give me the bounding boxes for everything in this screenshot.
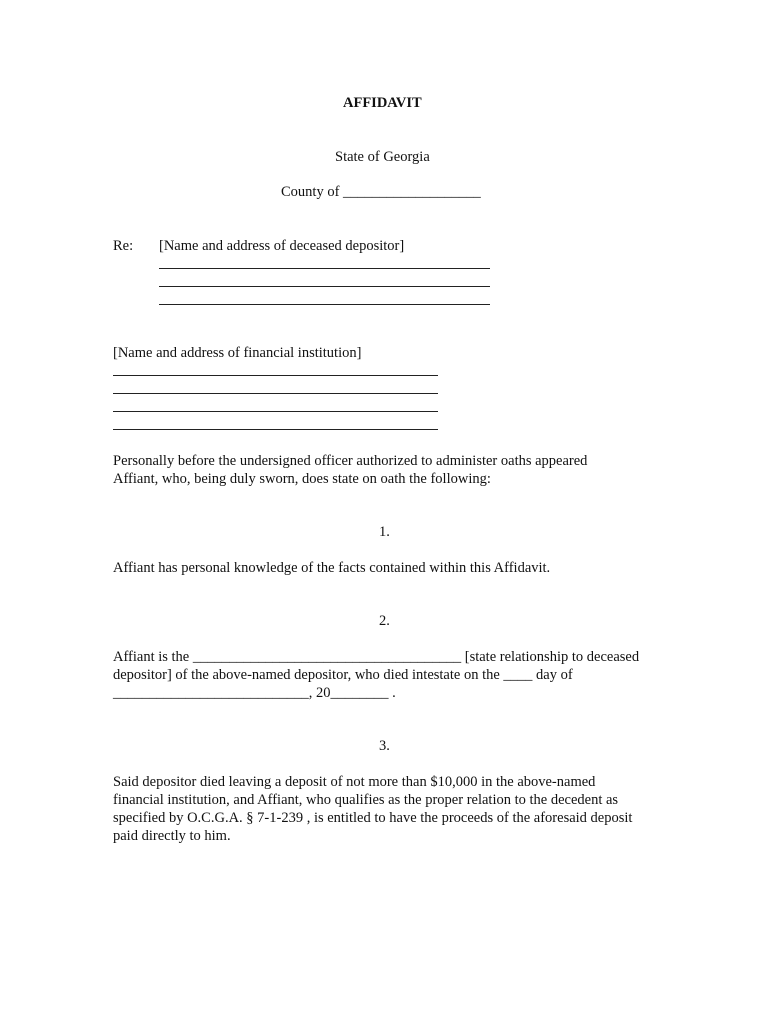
intro-line-1: Personally before the undersigned officer authorized to administer oaths appeared: [113, 453, 588, 469]
section-2-line-3: ___________________________, 20________ .: [113, 685, 396, 701]
section-number-2: 2.: [379, 613, 390, 629]
institution-blank-line-1: [113, 375, 438, 376]
section-3-line-4: paid directly to him.: [113, 828, 231, 844]
section-number-1: 1.: [379, 524, 390, 540]
institution-blank-line-3: [113, 411, 438, 412]
institution-placeholder: [Name and address of financial institution]: [113, 345, 362, 361]
institution-blank-line-2: [113, 393, 438, 394]
section-3-line-2: financial institution, and Affiant, who qualifies as the proper relation to the decedent as: [113, 792, 619, 808]
depositor-blank-line-1: [159, 268, 490, 269]
section-number-3: 3.: [379, 738, 390, 754]
depositor-blank-line-2: [159, 286, 490, 287]
re-label: Re:: [113, 238, 134, 254]
section-3-line-1: Said depositor died leaving a deposit of not more than $10,000 in the above-named: [113, 774, 596, 790]
section-2-line-1: Affiant is the _____________________________________ [state relationship to deceased: [113, 649, 640, 665]
county-line: County of ___________________: [281, 184, 481, 200]
intro-line-2: Affiant, who, being duly sworn, does state on oath the following:: [113, 471, 491, 487]
section-2-line-2: depositor] of the above-named depositor, who died intestate on the ____ day of: [113, 667, 573, 683]
section-1-line-1: Affiant has personal knowledge of the facts contained within this Affidavit.: [113, 560, 551, 576]
section-3-line-3: specified by O.C.G.A. § 7-1-239 , is entitled to have the proceeds of the aforesaid deposit: [113, 810, 633, 826]
state-line: State of Georgia: [335, 149, 430, 165]
institution-blank-line-4: [113, 429, 438, 430]
depositor-blank-line-3: [159, 304, 490, 305]
depositor-placeholder: [Name and address of deceased depositor]: [159, 238, 405, 254]
document-title: AFFIDAVIT: [343, 95, 422, 111]
